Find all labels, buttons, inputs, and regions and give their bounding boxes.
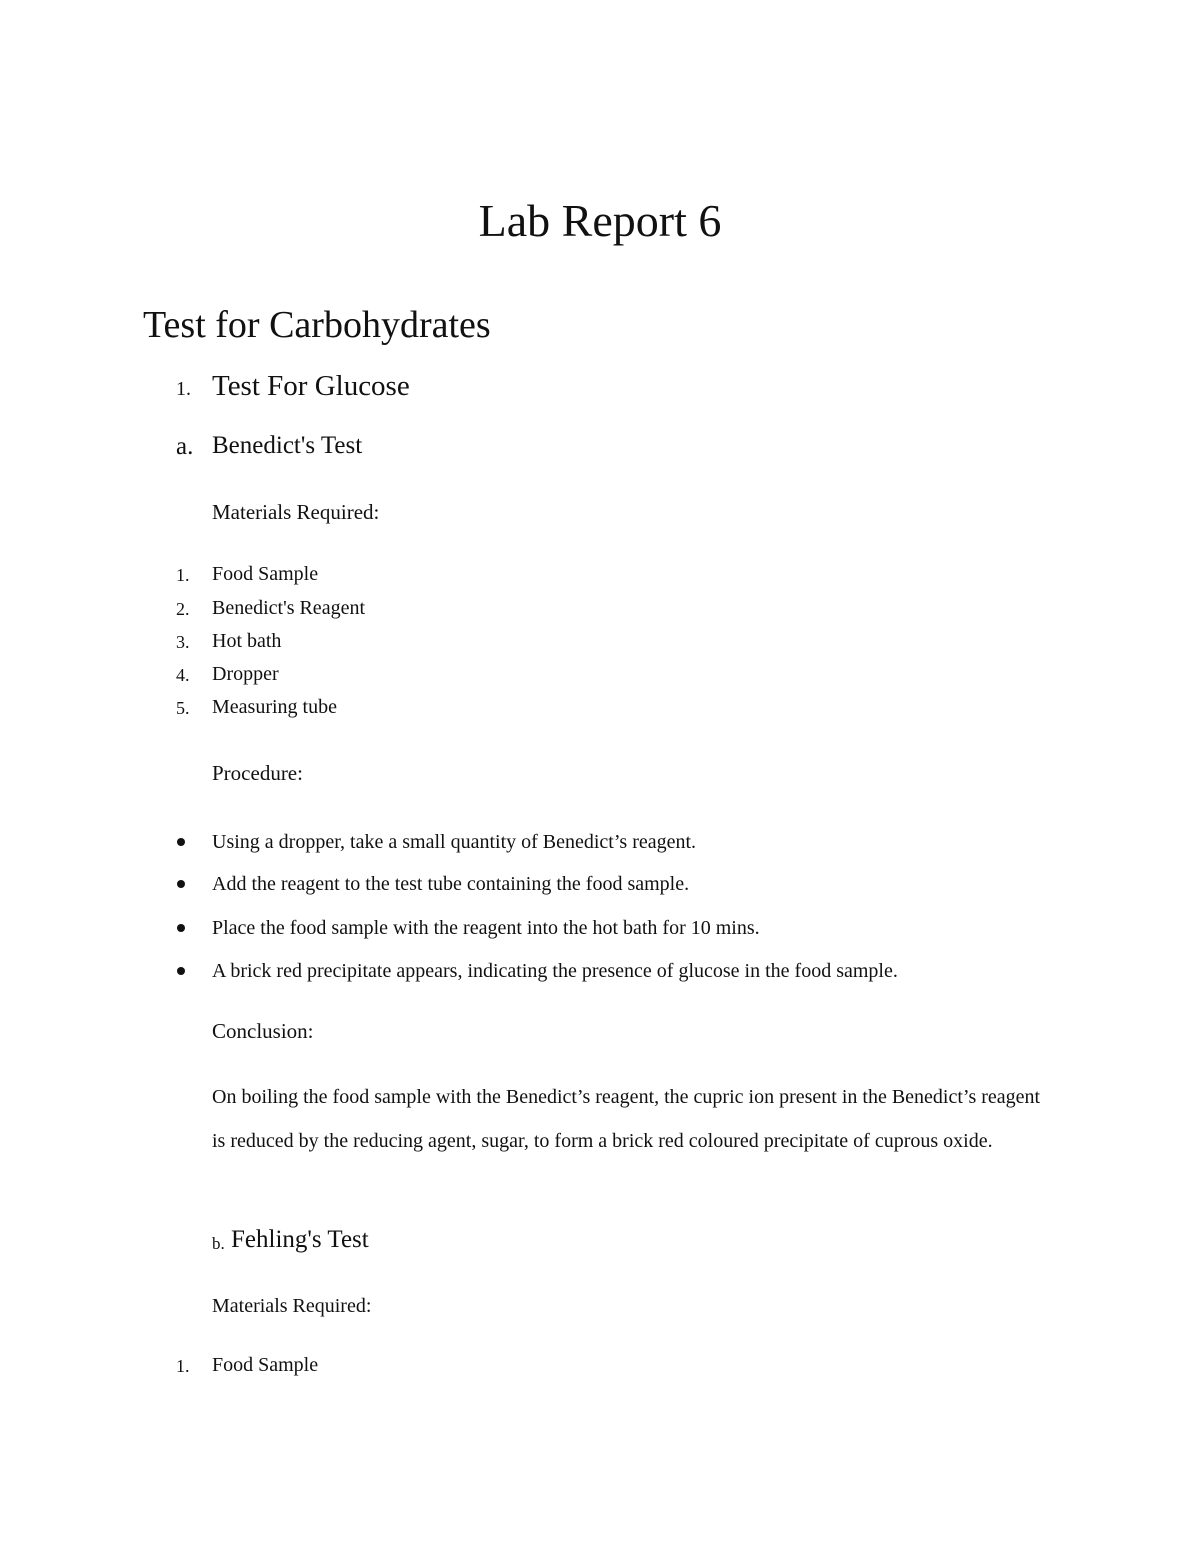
fehlings-materials-label: Materials Required: [212, 1295, 372, 1317]
list-item-number: 1. [176, 565, 190, 585]
fehlings-marker: b. [212, 1234, 225, 1253]
bullet-icon [177, 924, 185, 932]
benedicts-procedure-label: Procedure: [212, 761, 303, 785]
list-item-number: 1. [176, 1356, 190, 1376]
list-item-number: 4. [176, 665, 190, 685]
bullet-icon [177, 967, 185, 975]
list-item: Benedict's Reagent [212, 597, 365, 619]
bullet-icon [177, 838, 185, 846]
list-item: A brick red precipitate appears, indicating the presence of glucose in the food sample. [212, 960, 898, 982]
bullet-icon [177, 880, 185, 888]
list-item: Add the reagent to the test tube containing the food sample. [212, 873, 690, 895]
list-item: Food Sample [212, 563, 319, 585]
list-item: Hot bath [212, 630, 282, 652]
benedicts-marker: a. [176, 433, 194, 460]
fehlings-heading: Fehling's Test [231, 1226, 369, 1253]
list-item-number: 2. [176, 599, 190, 619]
list-item: Food Sample [212, 1354, 319, 1376]
list-item-number: 5. [176, 698, 190, 718]
benedicts-conclusion-label: Conclusion: [212, 1019, 314, 1043]
section-heading: Test for Carbohydrates [143, 304, 491, 346]
list-item: Measuring tube [212, 696, 337, 718]
benedicts-heading: Benedict's Test [212, 432, 363, 459]
list-item: Dropper [212, 663, 279, 685]
list-item: Using a dropper, take a small quantity of Benedict’s reagent. [212, 831, 697, 853]
benedicts-materials-label: Materials Required: [212, 500, 380, 524]
page-title: Lab Report 6 [478, 195, 722, 246]
benedicts-conclusion-text: On boiling the food sample with the Benedict’s reagent, the cupric ion present in the Benedict’s reagent is reduced by the reducing agent, sugar, to form a brick red coloured precipitate of cuprous oxide. [212, 1086, 1041, 1152]
subsection-number: 1. [176, 378, 191, 400]
list-item: Place the food sample with the reagent into the hot bath for 10 mins. [212, 917, 760, 939]
subsection-heading: Test For Glucose [212, 370, 410, 402]
list-item-number: 3. [176, 632, 190, 652]
